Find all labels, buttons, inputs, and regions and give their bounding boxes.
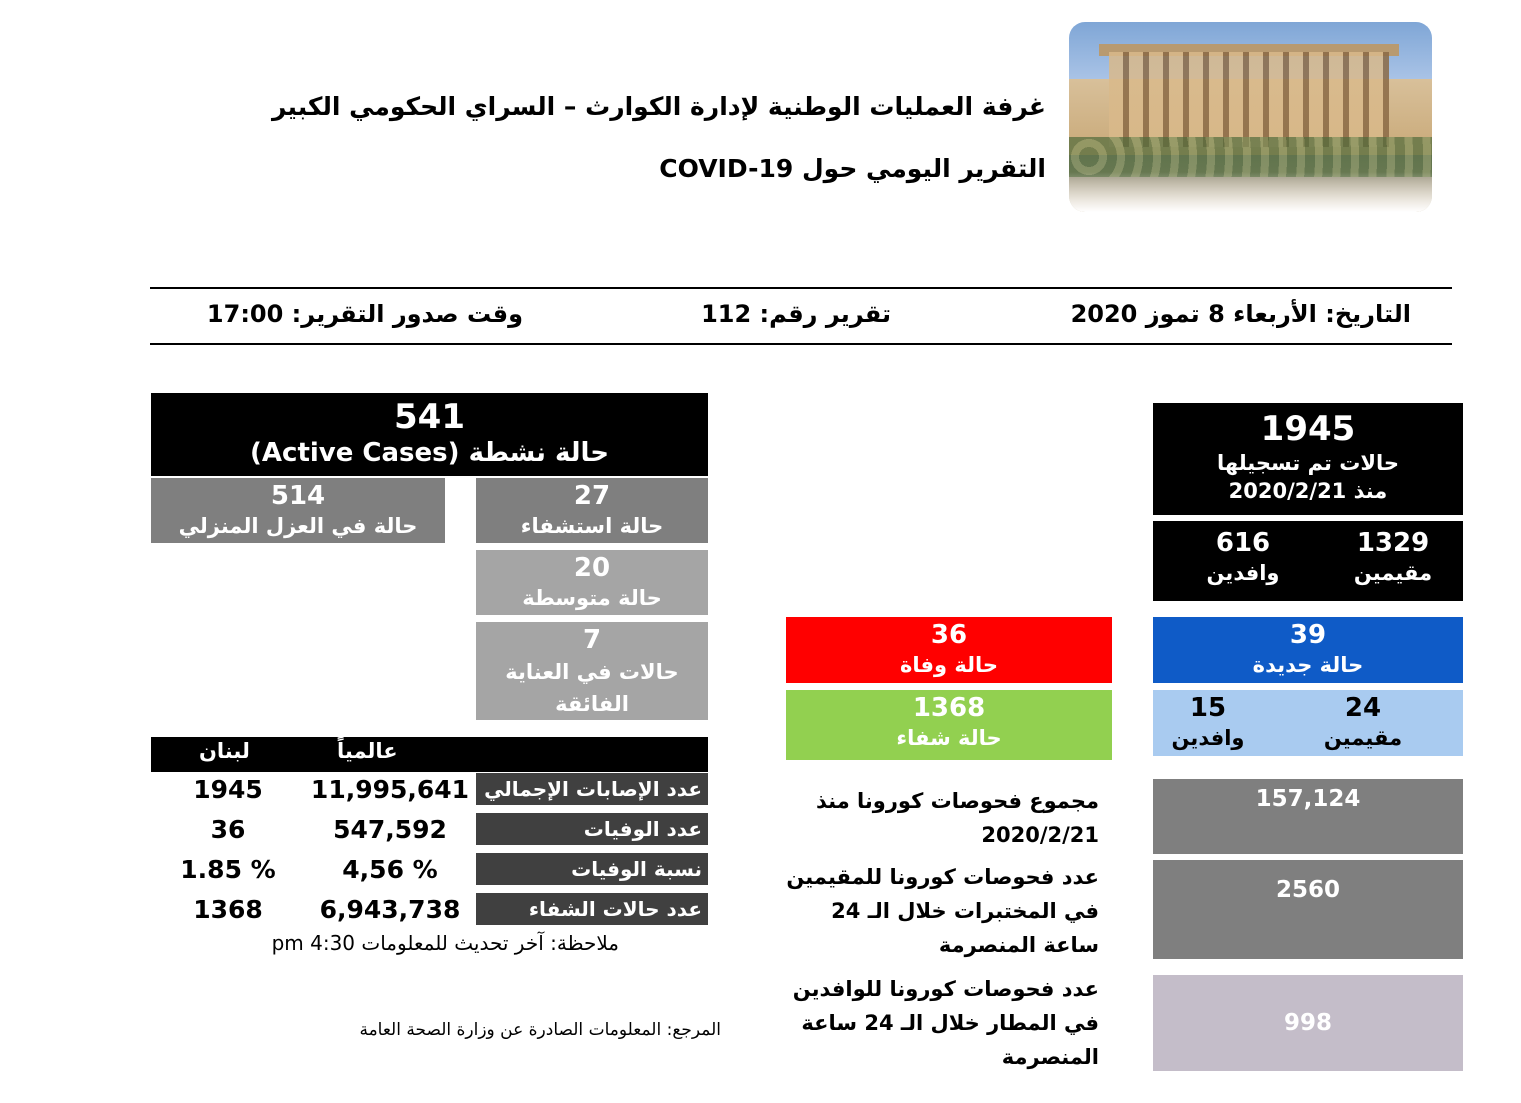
- new-cases-breakdown-box: [1153, 690, 1463, 756]
- new-cases-label: حالة جديدة: [1252, 653, 1364, 677]
- hospitalized-label: حالة استشفاء: [520, 514, 664, 538]
- report-number: تقرير رقم: 112: [701, 300, 891, 328]
- new-residents-label: مقيمين: [1323, 726, 1403, 750]
- top-rule: [150, 287, 1452, 289]
- header-title: غرفة العمليات الوطنية لإدارة الكوارث – السراي الحكومي الكبير: [271, 92, 1046, 121]
- new-cases-value: 39: [1289, 620, 1327, 650]
- active-label: حالة نشطة (Active Cases): [250, 438, 609, 468]
- moderate-label: حالة متوسطة: [522, 586, 662, 610]
- recovered-label: حالة شفاء: [896, 726, 1002, 750]
- deaths-box: [786, 617, 1112, 683]
- report-time: وقت صدور التقرير: 17:00: [206, 300, 523, 328]
- active-value: 541: [394, 397, 465, 437]
- arrivals-value: 616: [1215, 528, 1271, 558]
- total-tests-box: [1153, 779, 1463, 854]
- recovered-box: [786, 690, 1112, 760]
- bottom-rule: [150, 343, 1452, 345]
- update-note: ملاحظة: آخر تحديث للمعلومات 4:30 pm: [271, 931, 619, 955]
- total-tests-label: مجموع فحوصات كورونا منذ 2020/2/21: [816, 789, 1099, 847]
- residents-label: مقيمين: [1353, 561, 1433, 585]
- report-date: التاريخ: الأربعاء 8 تموز 2020: [1070, 300, 1411, 328]
- grand-serail-photo: [1069, 22, 1432, 212]
- stats-row-label: نسبة الوفيات: [476, 853, 708, 885]
- stats-table-header: [151, 737, 708, 772]
- registered-total: 1945: [1260, 409, 1356, 449]
- new-arrivals-value: 15: [1189, 693, 1227, 723]
- icu-label: حالات في العناية الفائقة: [505, 660, 679, 716]
- stats-row-global: 11,995,641: [310, 775, 470, 804]
- new-cases-box: [1153, 617, 1463, 683]
- registered-cases-box: [1153, 403, 1463, 515]
- stats-row-label: عدد الإصابات الإجمالي: [476, 773, 708, 805]
- residents-arrivals-box: [1153, 521, 1463, 601]
- stats-row-global: 6,943,738: [319, 895, 461, 924]
- registered-label: حالات تم تسجيلها: [1216, 451, 1400, 475]
- home-isolation-label: حالة في العزل المنزلي: [178, 514, 418, 538]
- stats-row-label: عدد الوفيات: [476, 813, 708, 845]
- stats-row-lebanon: 1.85 %: [180, 855, 276, 884]
- arrivals-label: وافدين: [1206, 561, 1280, 585]
- icu-value: 7: [582, 625, 602, 655]
- residents-value: 1329: [1356, 528, 1430, 558]
- stats-row-global: 547,592: [333, 815, 447, 844]
- stats-row-lebanon: 36: [210, 815, 246, 844]
- hospitalized-value: 27: [573, 481, 611, 511]
- active-cases-box: [151, 393, 708, 476]
- deaths-label: حالة وفاة: [899, 653, 999, 677]
- moderate-box: [476, 550, 708, 615]
- icu-box: [476, 622, 708, 720]
- registered-since: منذ 2020/2/21: [1228, 479, 1388, 503]
- lab-tests-label: عدد فحوصات كورونا للمقيمين في المختبرات خلال الـ 24 ساعة المنصرمة: [786, 865, 1099, 957]
- home-isolation-box: [151, 478, 445, 543]
- moderate-value: 20: [573, 553, 611, 583]
- airport-tests-box: [1153, 975, 1463, 1071]
- col-global-header: عالمياً: [337, 739, 398, 763]
- stats-row-lebanon: 1945: [193, 775, 263, 804]
- col-lebanon-header: لبنان: [199, 739, 250, 763]
- hospitalized-box: [476, 478, 708, 543]
- deaths-value: 36: [930, 620, 968, 650]
- lab-tests-value: 2560: [1275, 877, 1340, 903]
- airport-tests-value: 998: [1283, 1010, 1332, 1036]
- new-arrivals-label: وافدين: [1171, 726, 1245, 750]
- new-residents-value: 24: [1344, 693, 1382, 723]
- stats-row-lebanon: 1368: [193, 895, 263, 924]
- stats-row-global: 4,56 %: [342, 855, 438, 884]
- report-title: التقرير اليومي حول COVID-19: [659, 154, 1046, 183]
- recovered-value: 1368: [912, 693, 986, 723]
- lab-tests-box: [1153, 860, 1463, 959]
- stats-row-label: عدد حالات الشفاء: [476, 893, 708, 925]
- source-note: المرجع: المعلومات الصادرة عن وزارة الصحة العامة: [359, 1020, 721, 1040]
- home-isolation-value: 514: [270, 481, 326, 511]
- airport-tests-label: عدد فحوصات كورونا للوافدين في المطار خلال الـ 24 ساعة المنصرمة: [792, 977, 1099, 1069]
- total-tests-value: 157,124: [1255, 786, 1361, 812]
